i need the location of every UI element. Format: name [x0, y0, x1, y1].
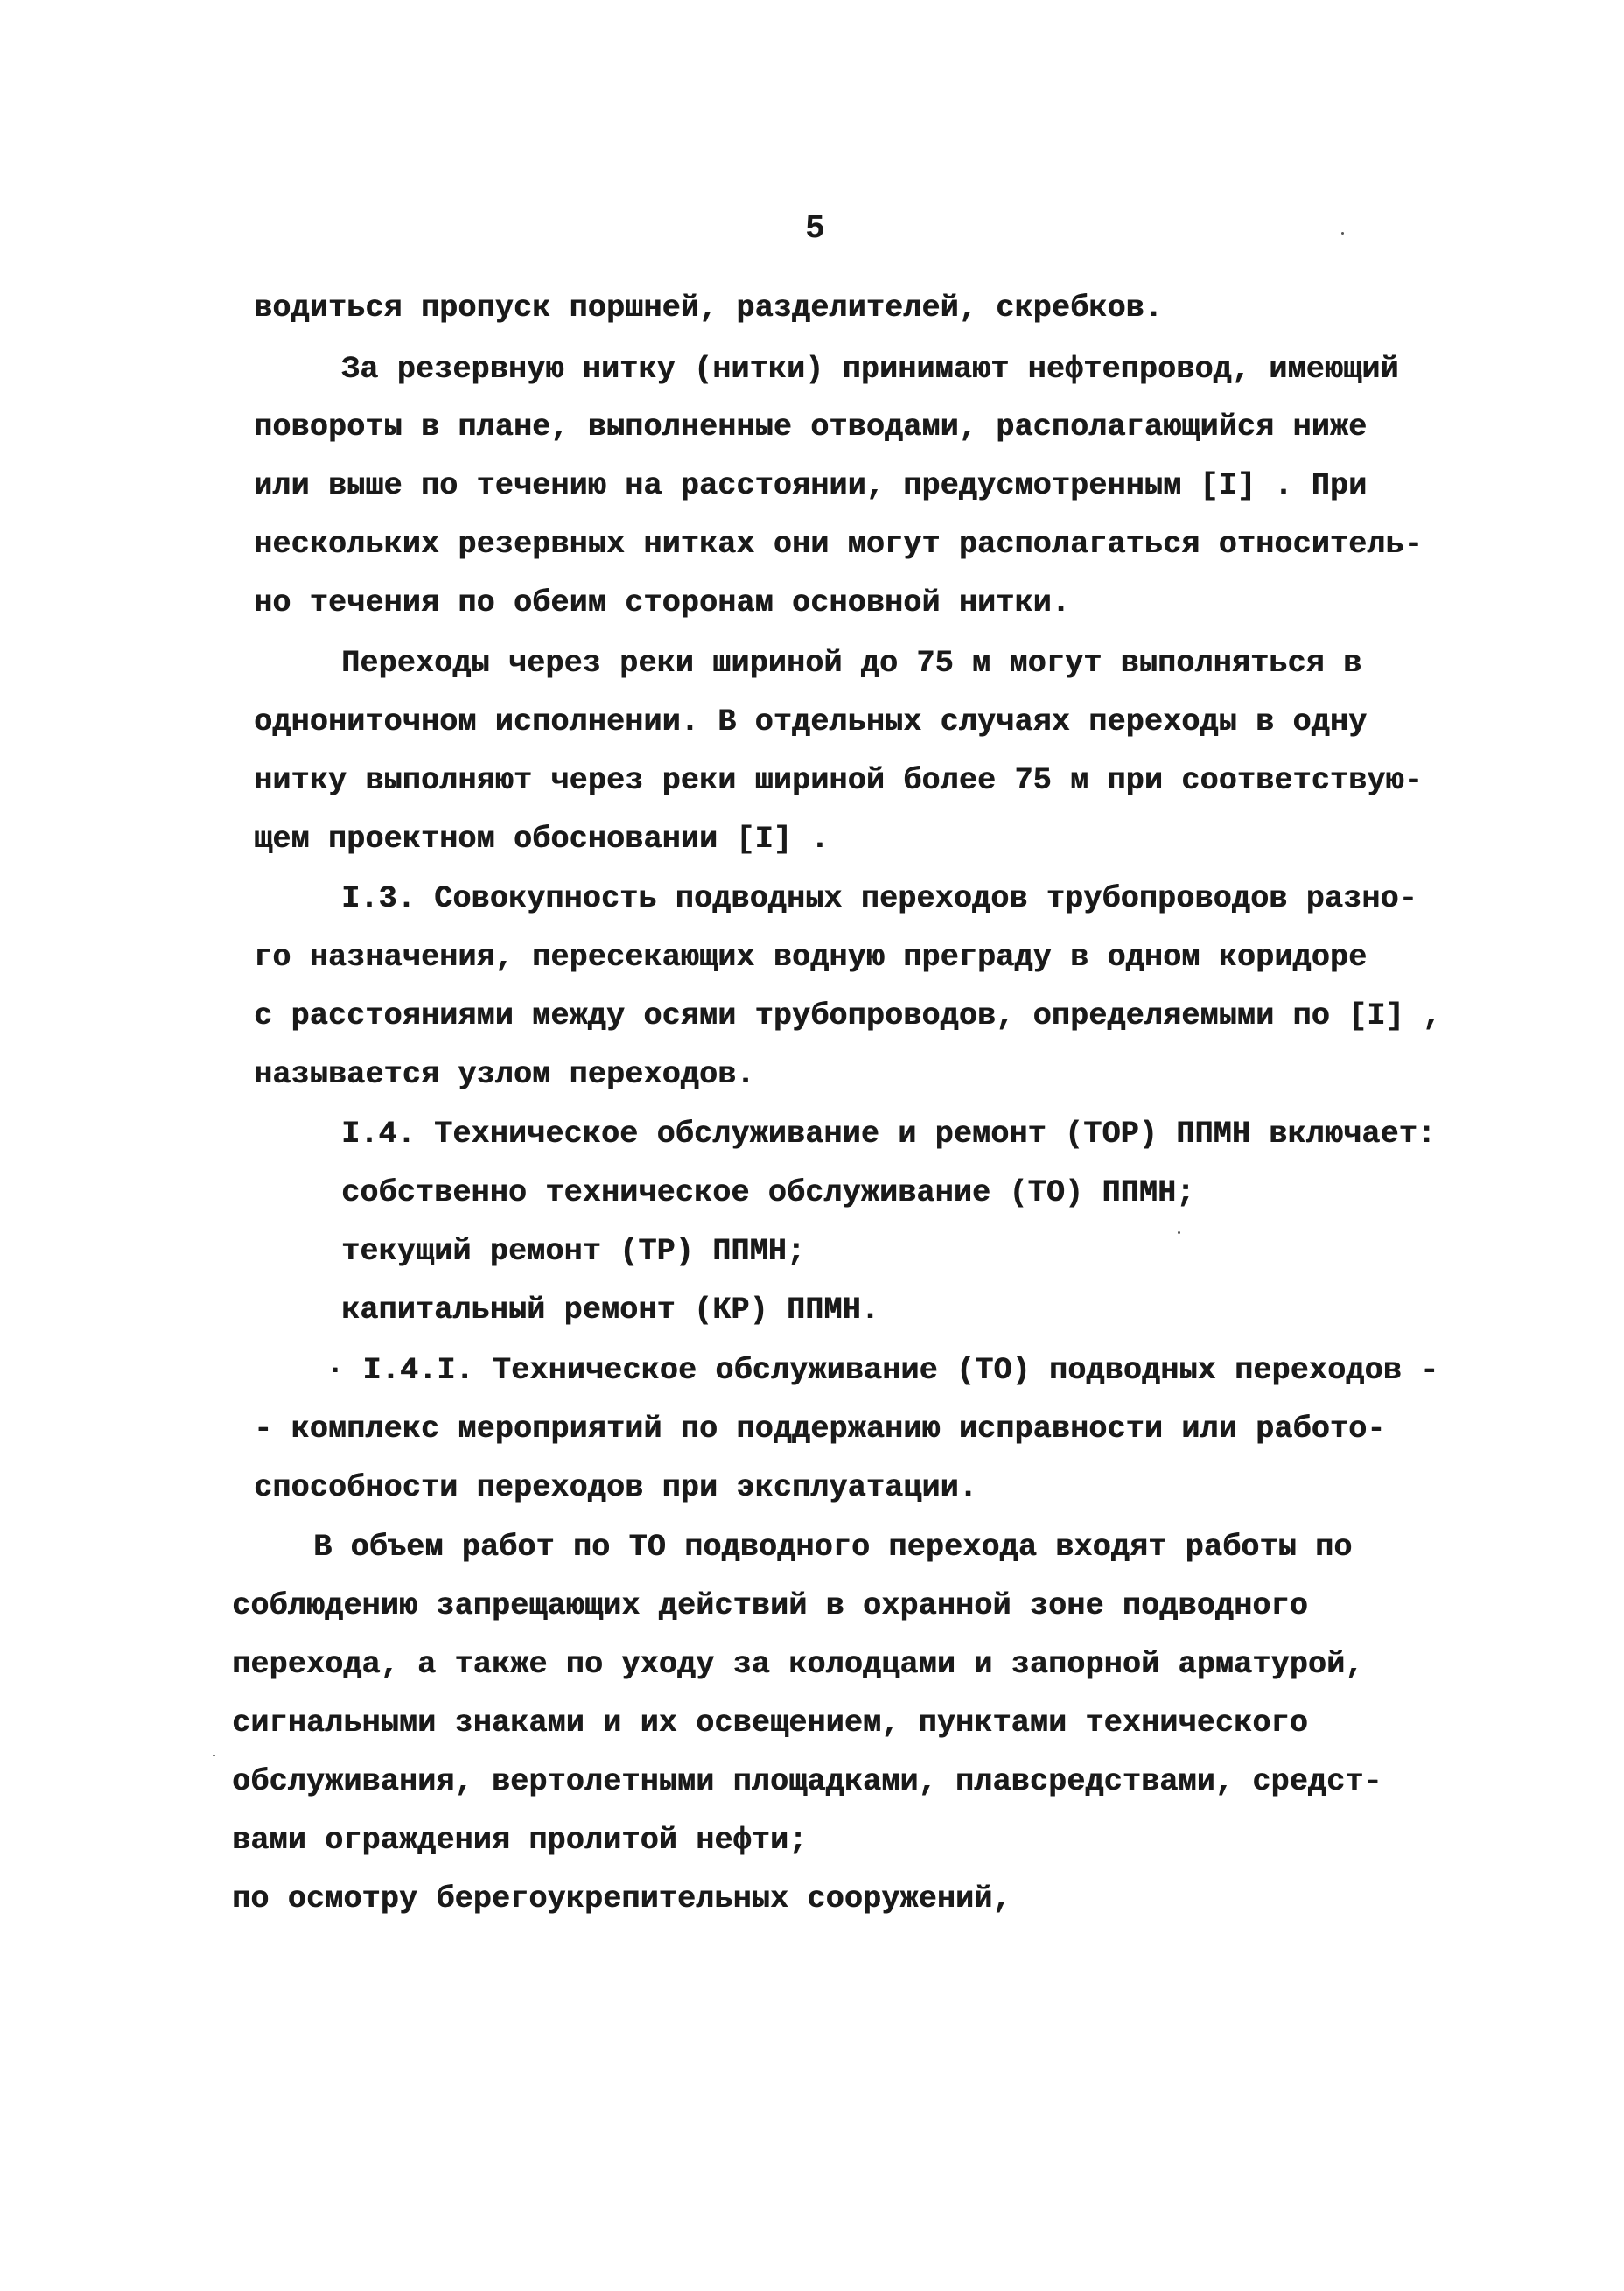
- text-line: называется узлом переходов.: [254, 1057, 755, 1092]
- text-line: I.3. Совокупность подводных переходов трубопроводов разно-: [341, 881, 1418, 916]
- text-line: нескольких резервных нитках они могут располагаться относитель-: [254, 527, 1423, 562]
- text-line: нитку выполняют через реки шириной более 75 м при соответствую-: [254, 763, 1423, 798]
- text-line: - комплекс мероприятий по поддержанию исправности или работо-: [254, 1412, 1386, 1447]
- scan-speck: [1341, 232, 1344, 235]
- text-line: вами ограждения пролитой нефти;: [232, 1823, 808, 1858]
- text-line: повороты в плане, выполненные отводами, располагающийся ниже: [254, 410, 1368, 445]
- text-line: с расстояниями между осями трубопроводов, определяемыми по [I] ,: [254, 998, 1442, 1033]
- text-line: го назначения, пересекающих водную преграду в одном коридоре: [254, 940, 1368, 975]
- text-line: способности переходов при эксплуатации.: [254, 1470, 977, 1505]
- text-line: по осмотру берегоукрепительных сооружений,: [232, 1881, 1012, 1916]
- text-line: капитальный ремонт (КР) ППМН.: [341, 1293, 879, 1328]
- text-line: За резервную нитку (нитки) принимают нефтепровод, имеющий: [341, 352, 1399, 387]
- scan-speck: [1178, 1231, 1180, 1234]
- text-line: соблюдению запрещающих действий в охранной зоне подводного: [232, 1588, 1308, 1623]
- text-line: текущий ремонт (ТР) ППМН;: [341, 1234, 806, 1269]
- text-line: · I.4.I. Техническое обслуживание (ТО) подводных переходов -: [326, 1353, 1439, 1388]
- text-line: Переходы через реки шириной до 75 м могут выполняться в: [341, 646, 1362, 681]
- text-line: однониточном исполнении. В отдельных случаях переходы в одну: [254, 704, 1368, 739]
- text-line: щем проектном обосновании [I] .: [254, 822, 830, 857]
- text-line: I.4. Техническое обслуживание и ремонт (ТОР) ППМН включает:: [341, 1117, 1437, 1152]
- text-line: водиться пропуск поршней, разделителей, скребков.: [254, 291, 1163, 326]
- text-line: В объем работ по ТО подводного перехода входят работы по: [313, 1530, 1353, 1565]
- text-line: или выше по течению на расстоянии, предусмотренным [I] . При: [254, 468, 1368, 503]
- text-line: но течения по обеим сторонам основной нитки.: [254, 585, 1070, 620]
- text-line: собственно техническое обслуживание (ТО) ППМН;: [341, 1175, 1195, 1210]
- text-line: обслуживания, вертолетными площадками, плавсредствами, средст-: [232, 1764, 1382, 1799]
- text-line: сигнальными знаками и их освещением, пунктами технического: [232, 1706, 1308, 1741]
- text-line: перехода, а также по уходу за колодцами и запорной арматурой,: [232, 1647, 1364, 1682]
- page-number: 5: [805, 210, 825, 248]
- scan-speck: [214, 1755, 215, 1756]
